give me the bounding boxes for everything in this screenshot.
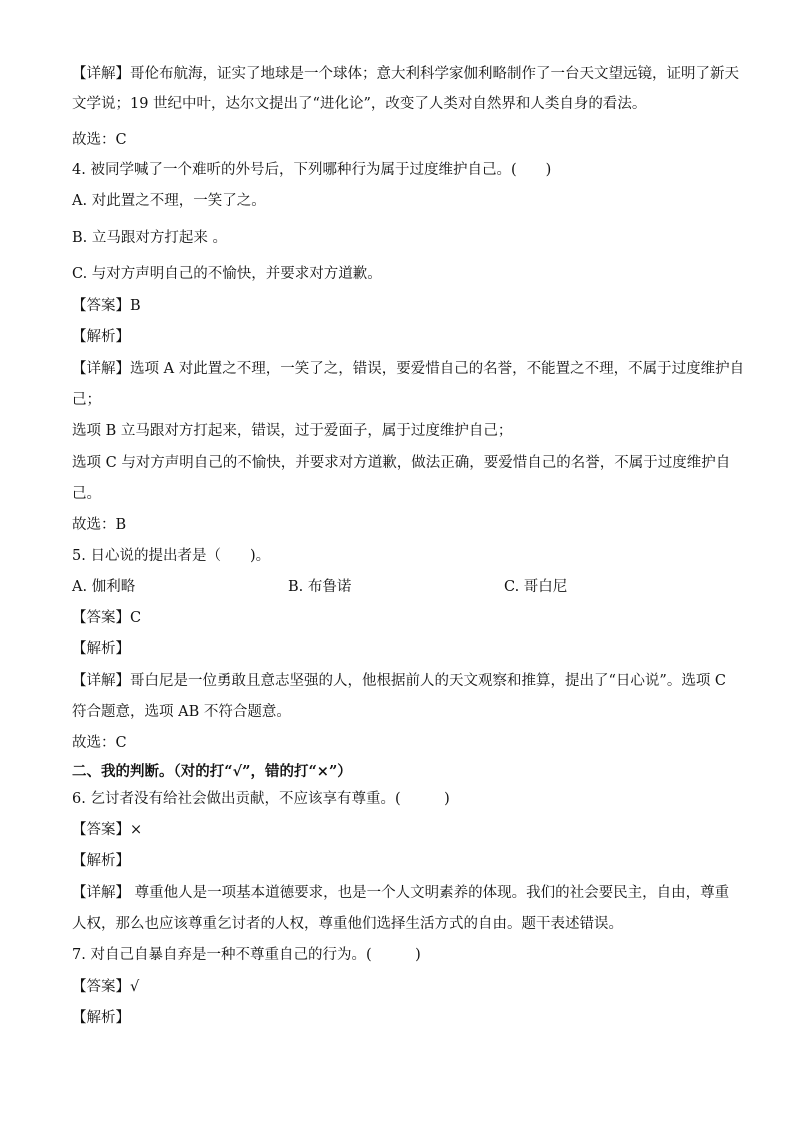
choice-line: 故选：B xyxy=(72,517,127,533)
option-c: C. 与对方声明自己的不愉快，并要求对方道歉。 xyxy=(72,266,382,282)
explanation-line: 【详解】哥白尼是一位勇敢且意志坚强的人，他根据前人的天文观察和推算，提出了“日心说”。选项 C xyxy=(72,673,727,689)
answer-line: 【答案】√ xyxy=(72,979,140,995)
option-b: B. 布鲁诺 xyxy=(288,579,352,595)
explanation-line: 【详解】 尊重他人是一项基本道德要求，也是一个人文明素养的体现。我们的社会要民主，自由，尊重 xyxy=(72,885,730,901)
option-a: A. 伽利略 xyxy=(72,579,136,595)
section-heading: 二、我的判断。（对的打“√”，错的打“×”） xyxy=(72,763,352,780)
explanation-line: 人权，那么也应该尊重乞讨者的人权，尊重他们选择生活方式的自由。题干表述错误。 xyxy=(72,916,623,932)
option-c: C. 哥白尼 xyxy=(504,579,568,595)
question-5: 5. 日心说的提出者是（ )。 xyxy=(72,548,271,564)
question-7: 7. 对自己自暴自弃是一种不尊重自己的行为。( ) xyxy=(72,947,421,963)
explanation-line: 【详解】选项 A 对此置之不理，一笑了之，错误，要爱惜自己的名誉，不能置之不理，不属于过度维护自 xyxy=(72,361,745,377)
question-4: 4. 被同学喊了一个难听的外号后，下列哪种行为属于过度维护自己。( ) xyxy=(72,162,552,178)
answer-line: 【答案】B xyxy=(72,298,141,314)
explanation-line: 符合题意，选项 AB 不符合题意。 xyxy=(72,704,291,720)
option-b: B. 立马跟对方打起来 。 xyxy=(72,230,227,246)
explanation-line: 己； xyxy=(72,392,101,408)
choice-line: 故选：C xyxy=(72,132,127,148)
analysis-label: 【解析】 xyxy=(72,1010,130,1026)
option-a: A. 对此置之不理，一笑了之。 xyxy=(72,193,266,209)
explanation-line: 【详解】哥伦布航海，证实了地球是一个球体；意大利科学家伽利略制作了一台天文望远镜，证明了新天 xyxy=(72,66,739,82)
explanation-line: 文学说；19 世纪中叶，达尔文提出了“进化论”，改变了人类对自然界和人类自身的看法。 xyxy=(72,96,647,112)
explanation-line: 己。 xyxy=(72,486,101,502)
explanation-line: 选项 C 与对方声明自己的不愉快，并要求对方道歉，做法正确，要爱惜自己的名誉，不属于过度维护自 xyxy=(72,455,731,471)
analysis-label: 【解析】 xyxy=(72,641,130,657)
explanation-line: 选项 B 立马跟对方打起来，错误，过于爱面子，属于过度维护自己； xyxy=(72,423,513,439)
answer-line: 【答案】C xyxy=(72,610,142,626)
analysis-label: 【解析】 xyxy=(72,853,130,869)
answer-line: 【答案】× xyxy=(72,822,143,838)
choice-line: 故选：C xyxy=(72,735,127,751)
analysis-label: 【解析】 xyxy=(72,329,130,345)
question-6: 6. 乞讨者没有给社会做出贡献，不应该享有尊重。( ) xyxy=(72,791,450,807)
question-5-options xyxy=(72,577,632,597)
